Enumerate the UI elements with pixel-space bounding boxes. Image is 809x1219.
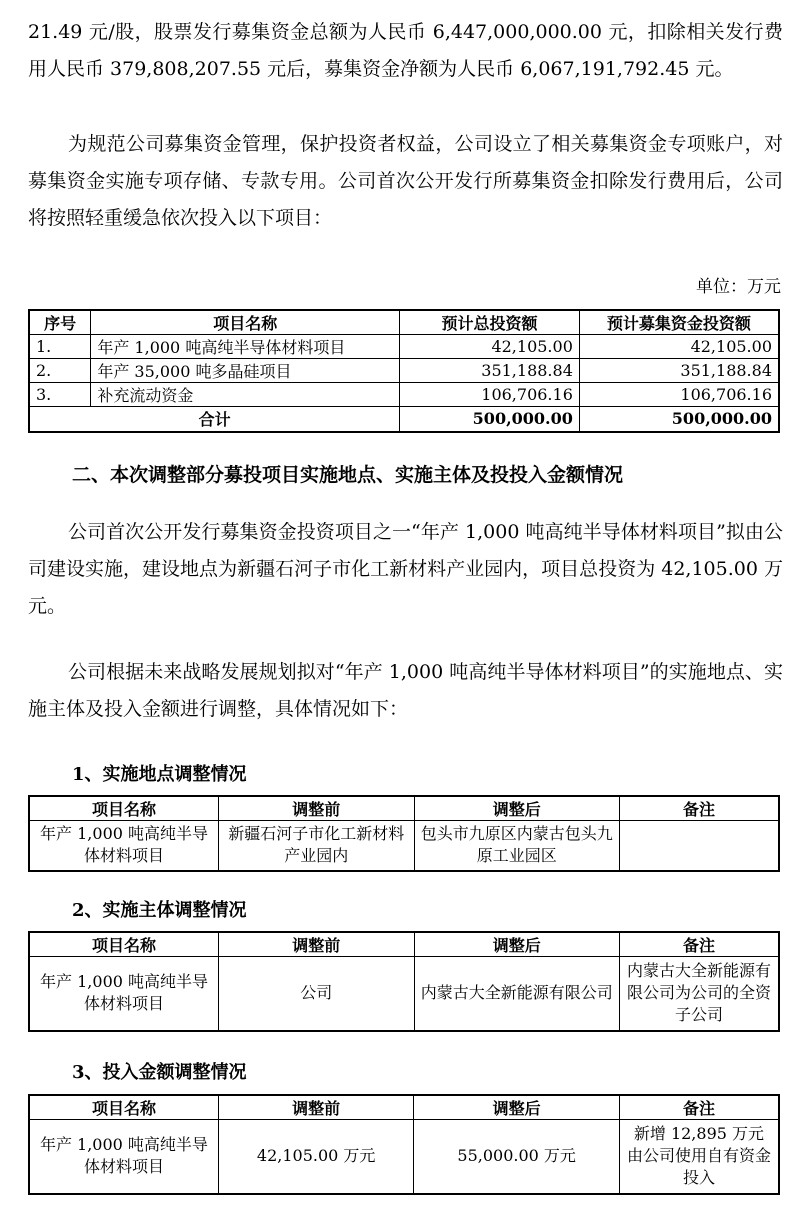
cell-after: 包头市九原区内蒙古包头九原工业园区 [414,821,619,871]
cell-raised-investment-sum: 500,000.00 [579,407,779,432]
unit-label: 单位：万元 [696,277,781,297]
table-header-row [29,310,779,335]
table-header-row [29,932,779,957]
table-row [29,335,779,359]
col-header-raised-investment: 预计募集资金投资额 [579,310,779,335]
cell-serial: 3. [29,383,91,407]
cell-after: 内蒙古大全新能源有限公司 [414,957,619,1031]
cell-project-name: 年产 1,000 吨高纯半导体材料项目 [29,957,219,1031]
col-header-remarks: 备注 [619,932,779,957]
col-header-project-name: 项目名称 [29,1095,218,1120]
col-header-remarks: 备注 [619,796,779,821]
subsection-2-title: 2、实施主体调整情况 [72,900,247,921]
col-header-project-name: 项目名称 [29,796,219,821]
cell-raised-investment: 42,105.00 [579,335,779,359]
table-header-row [29,796,779,821]
col-header-after: 调整后 [414,796,619,821]
cell-project-name: 年产 1,000 吨高纯半导体材料项目 [91,335,400,359]
subsection-3-title: 3、投入金额调整情况 [72,1062,247,1083]
entity-adjustment-table [28,931,780,1032]
table-row [29,359,779,383]
cell-raised-investment: 351,188.84 [579,359,779,383]
table-row [29,957,779,1031]
table-row [29,1120,779,1194]
subsection-1-title: 1、实施地点调整情况 [72,764,247,785]
cell-remarks: 内蒙古大全新能源有限公司为公司的全资子公司 [619,957,779,1031]
paragraph-adjustment-intro: 公司根据未来战略发展规划拟对“年产 1,000 吨高纯半导体材料项目”的实施地点、实施主体及投入金额进行调整，具体情况如下： [28,661,783,720]
col-header-after: 调整后 [414,1095,619,1120]
location-adjustment-table [28,795,780,872]
investment-projects-table [28,309,780,433]
cell-remarks: 新增 12,895 万元由公司使用自有资金投入 [619,1120,779,1194]
table-header-row [29,1095,779,1120]
col-header-project-name: 项目名称 [29,932,219,957]
col-header-after: 调整后 [414,932,619,957]
paragraph-fundraising-amount: 21.49 元/股，股票发行募集资金总额为人民币 6,447,000,000.00 元，扣除相关发行费用人民币 379,808,207.55 元后，募集资金净额为人民币 6,067,191,792.45 元。 [28,21,783,80]
cell-total-label: 合计 [29,407,400,432]
cell-total-investment-sum: 500,000.00 [400,407,580,432]
cell-serial: 2. [29,359,91,383]
cell-project-name: 年产 35,000 吨多晶硅项目 [91,359,400,383]
col-header-before: 调整前 [219,932,414,957]
cell-raised-investment: 106,706.16 [579,383,779,407]
col-header-project-name: 项目名称 [91,310,400,335]
col-header-before: 调整前 [219,796,414,821]
col-header-before: 调整前 [218,1095,414,1120]
section-2-title: 二、本次调整部分募投项目实施地点、实施主体及投投入金额情况 [72,464,624,486]
cell-before: 公司 [219,957,414,1031]
amount-adjustment-table [28,1094,780,1195]
cell-project-name: 年产 1,000 吨高纯半导体材料项目 [29,821,219,871]
col-header-total-investment: 预计总投资额 [400,310,580,335]
cell-total-investment: 351,188.84 [400,359,580,383]
col-header-serial: 序号 [29,310,91,335]
col-header-remarks: 备注 [619,1095,779,1120]
table-total-row [29,407,779,432]
cell-project-name: 年产 1,000 吨高纯半导体材料项目 [29,1120,218,1194]
cell-before: 新疆石河子市化工新材料产业园内 [219,821,414,871]
cell-project-name: 补充流动资金 [91,383,400,407]
table-row [29,383,779,407]
paragraph-fund-management: 为规范公司募集资金管理，保护投资者权益，公司设立了相关募集资金专项账户，对募集资金实施专项存储、专款专用。公司首次公开发行所募集资金扣除发行费用后，公司将按照轻重缓急依次投入以下项目： [28,133,783,229]
cell-after: 55,000.00 万元 [414,1120,619,1194]
paragraph-project-background: 公司首次公开发行募集资金投资项目之一“年产 1,000 吨高纯半导体材料项目”拟由公司建设实施，建设地点为新疆石河子市化工新材料产业园内，项目总投资为 42,105.00 万元。 [28,521,783,617]
cell-before: 42,105.00 万元 [218,1120,414,1194]
cell-serial: 1. [29,335,91,359]
cell-total-investment: 42,105.00 [400,335,580,359]
table-row [29,821,779,871]
cell-total-investment: 106,706.16 [400,383,580,407]
cell-remarks [619,821,779,871]
